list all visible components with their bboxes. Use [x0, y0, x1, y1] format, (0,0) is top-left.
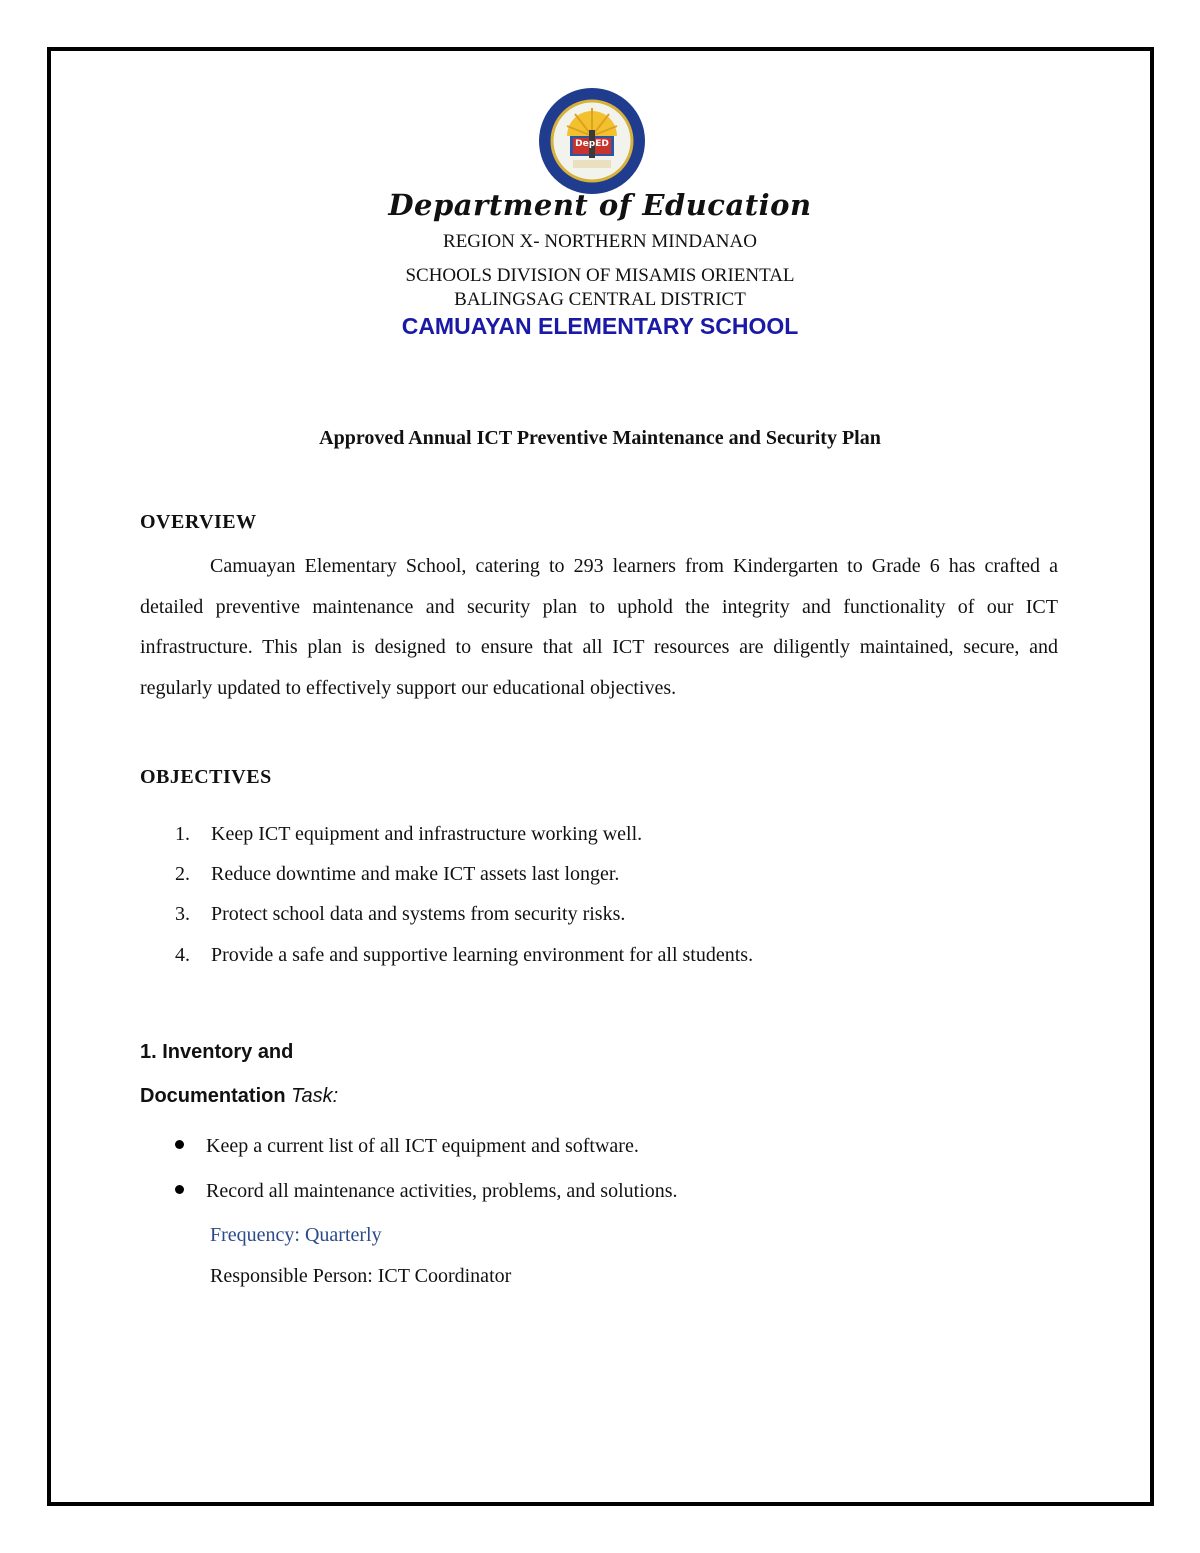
document-title: Approved Annual ICT Preventive Maintenance and Security Plan: [319, 427, 881, 449]
overview-heading: OVERVIEW: [140, 511, 257, 533]
overview-paragraph: Camuayan Elementary School, catering to 293 learners from Kindergarten to Grade 6 has crafted a detailed preventive maintenance and security plan to uphold the integrity and functionality of our ICT infrastructure. This plan is designed to ensure that all ICT resources are diligently maintained, secure, and regularly updated to effectively support our educational objectives.: [140, 555, 1058, 699]
district-line: BALINGSAG CENTRAL DISTRICT: [454, 289, 746, 310]
deped-seal-logo: [537, 86, 647, 196]
objective-item: [175, 863, 619, 886]
section-1-subtitle: [140, 1085, 338, 1108]
objective-number: 4.: [175, 944, 190, 966]
bullet-icon: [175, 1140, 184, 1149]
region-line: REGION X- NORTHERN MINDANAO: [443, 231, 757, 252]
objective-number: 1.: [175, 823, 190, 845]
school-name: CAMUAYAN ELEMENTARY SCHOOL: [401, 313, 799, 339]
list-item: [175, 1180, 678, 1203]
svg-text:DepED: DepED: [575, 139, 609, 149]
bullet-icon: [175, 1185, 184, 1194]
objective-number: 3.: [175, 903, 190, 925]
objective-item: [175, 823, 642, 846]
list-item: [175, 1135, 639, 1158]
bullet-text: Keep a current list of all ICT equipment and software.: [206, 1135, 639, 1157]
objective-text: Provide a safe and supportive learning environment for all students.: [211, 944, 754, 966]
bullet-text: Record all maintenance activities, problems, and solutions.: [206, 1180, 678, 1202]
section-1-title: 1. Inventory and: [140, 1041, 294, 1063]
objective-item: [175, 903, 625, 926]
task-label: Task:: [291, 1085, 339, 1107]
objective-text: Protect school data and systems from security risks.: [211, 903, 626, 925]
objective-item: [175, 944, 753, 967]
frequency-label: Frequency: Quarterly: [210, 1224, 382, 1246]
objective-text: Reduce downtime and make ICT assets last longer.: [211, 863, 620, 885]
objectives-heading: OBJECTIVES: [140, 766, 272, 788]
responsible-person: Responsible Person: ICT Coordinator: [210, 1265, 512, 1287]
department-name: Department of Education: [388, 188, 812, 222]
section-1-title-cont: Documentation: [140, 1085, 286, 1107]
objective-number: 2.: [175, 863, 190, 885]
objective-text: Keep ICT equipment and infrastructure working well.: [211, 823, 643, 845]
division-line: SCHOOLS DIVISION OF MISAMIS ORIENTAL: [405, 265, 795, 286]
